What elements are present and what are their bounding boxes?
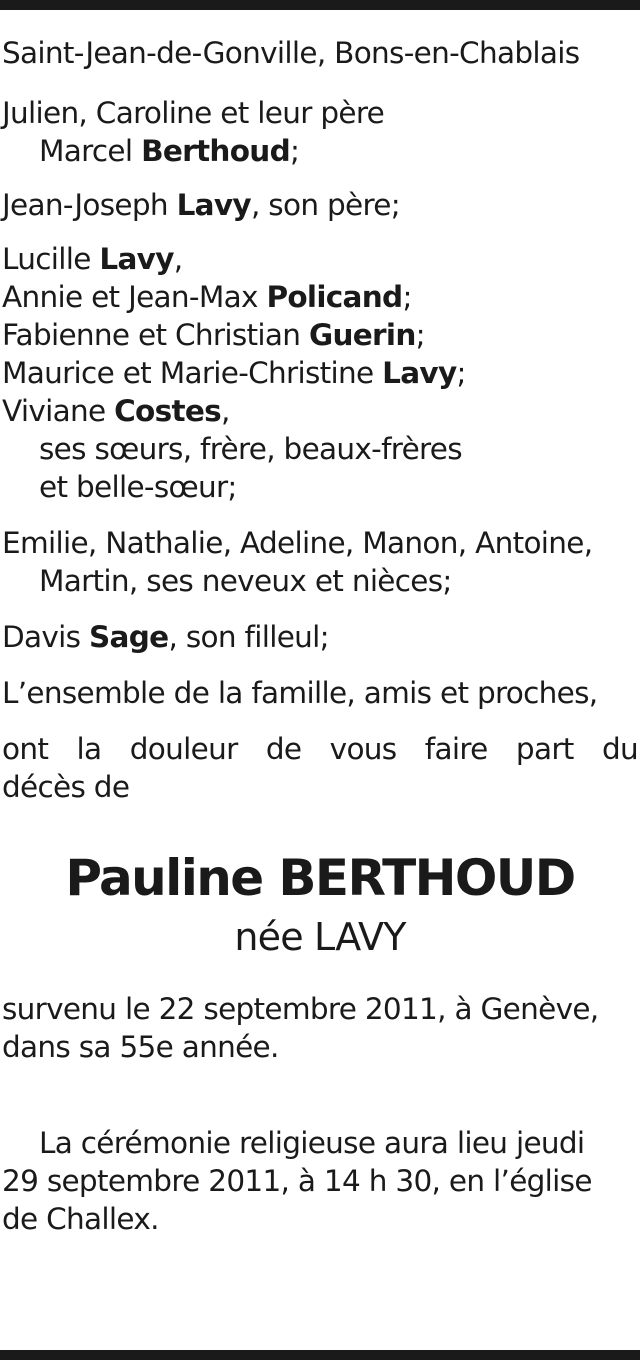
maiden-name: née LAVY xyxy=(234,915,406,959)
husband-surname: Berthoud xyxy=(141,134,290,168)
siblings-role-line: ses sœurs, frère, beaux-frères xyxy=(39,432,462,466)
sibling-first-name: Maurice et Marie-Christine xyxy=(2,356,383,390)
sibling-punct: ; xyxy=(415,318,425,352)
death-info-block xyxy=(2,990,638,1066)
announcement-block xyxy=(2,730,638,806)
siblings-block xyxy=(2,240,638,506)
father-surname: Lavy xyxy=(176,188,251,222)
ceremony-line: La cérémonie religieuse aura lieu jeudi xyxy=(39,1126,585,1160)
father-role: , son père; xyxy=(250,188,400,222)
sibling-first-name: Viviane xyxy=(2,394,115,428)
nephews-block xyxy=(2,524,638,600)
godson-surname: Sage xyxy=(89,620,169,654)
sibling-punct: ; xyxy=(402,280,412,314)
godson-first-name: Davis xyxy=(2,620,89,654)
father-line xyxy=(2,186,638,224)
deceased-name: Pauline BERTHOUD xyxy=(65,849,575,907)
father-first-name: Jean-Joseph xyxy=(2,188,177,222)
bottom-border-rule xyxy=(0,1350,640,1360)
sibling-surname: Policand xyxy=(266,280,403,314)
sibling-line xyxy=(2,278,638,316)
top-border-rule xyxy=(0,0,640,10)
sibling-surname: Costes xyxy=(114,394,222,428)
husband-punct: ; xyxy=(290,134,300,168)
announcement-line: ont la douleur de vous faire part du xyxy=(2,732,638,766)
all-family-text: L’ensemble de la famille, amis et proches, xyxy=(2,676,598,710)
sibling-punct: , xyxy=(221,394,230,428)
sibling-surname: Lavy xyxy=(382,356,457,390)
sibling-first-name: Lucille xyxy=(2,242,100,276)
godson-role: , son filleul; xyxy=(168,620,329,654)
sibling-line xyxy=(2,392,638,430)
ceremony-line: 29 septembre 2011, à 14 h 30, en l’église xyxy=(2,1164,592,1198)
children-line: Julien, Caroline et leur père xyxy=(2,96,385,130)
husband-line xyxy=(2,132,638,170)
nephews-role-line: Martin, ses neveux et nièces; xyxy=(39,564,452,598)
announcement-line: décès de xyxy=(2,770,130,804)
all-family-line xyxy=(2,674,638,712)
husband-first-name: Marcel xyxy=(39,134,142,168)
sibling-surname: Lavy xyxy=(99,242,174,276)
death-info-line: dans sa 55e année. xyxy=(2,1030,279,1064)
sibling-line xyxy=(2,354,638,392)
siblings-role-line: et belle-sœur; xyxy=(39,470,237,504)
obituary-notice xyxy=(2,34,638,1238)
sibling-punct: ; xyxy=(456,356,466,390)
ceremony-line: de Challex. xyxy=(2,1202,159,1236)
sibling-first-name: Annie et Jean-Max xyxy=(2,280,267,314)
godson-line xyxy=(2,618,638,656)
sibling-surname: Guerin xyxy=(308,318,416,352)
sibling-first-name: Fabienne et Christian xyxy=(2,318,309,352)
sibling-punct: , xyxy=(173,242,183,276)
children-block xyxy=(2,94,638,170)
nephews-line: Emilie, Nathalie, Adeline, Manon, Antoine, xyxy=(2,526,593,560)
ceremony-block xyxy=(2,1124,638,1238)
sibling-line xyxy=(2,240,638,278)
death-info-line: survenu le 22 septembre 2011, à Genève, xyxy=(2,992,599,1026)
sibling-line xyxy=(2,316,638,354)
header-place: Saint-Jean-de-Gonville, Bons-en-Chablais xyxy=(2,36,580,70)
